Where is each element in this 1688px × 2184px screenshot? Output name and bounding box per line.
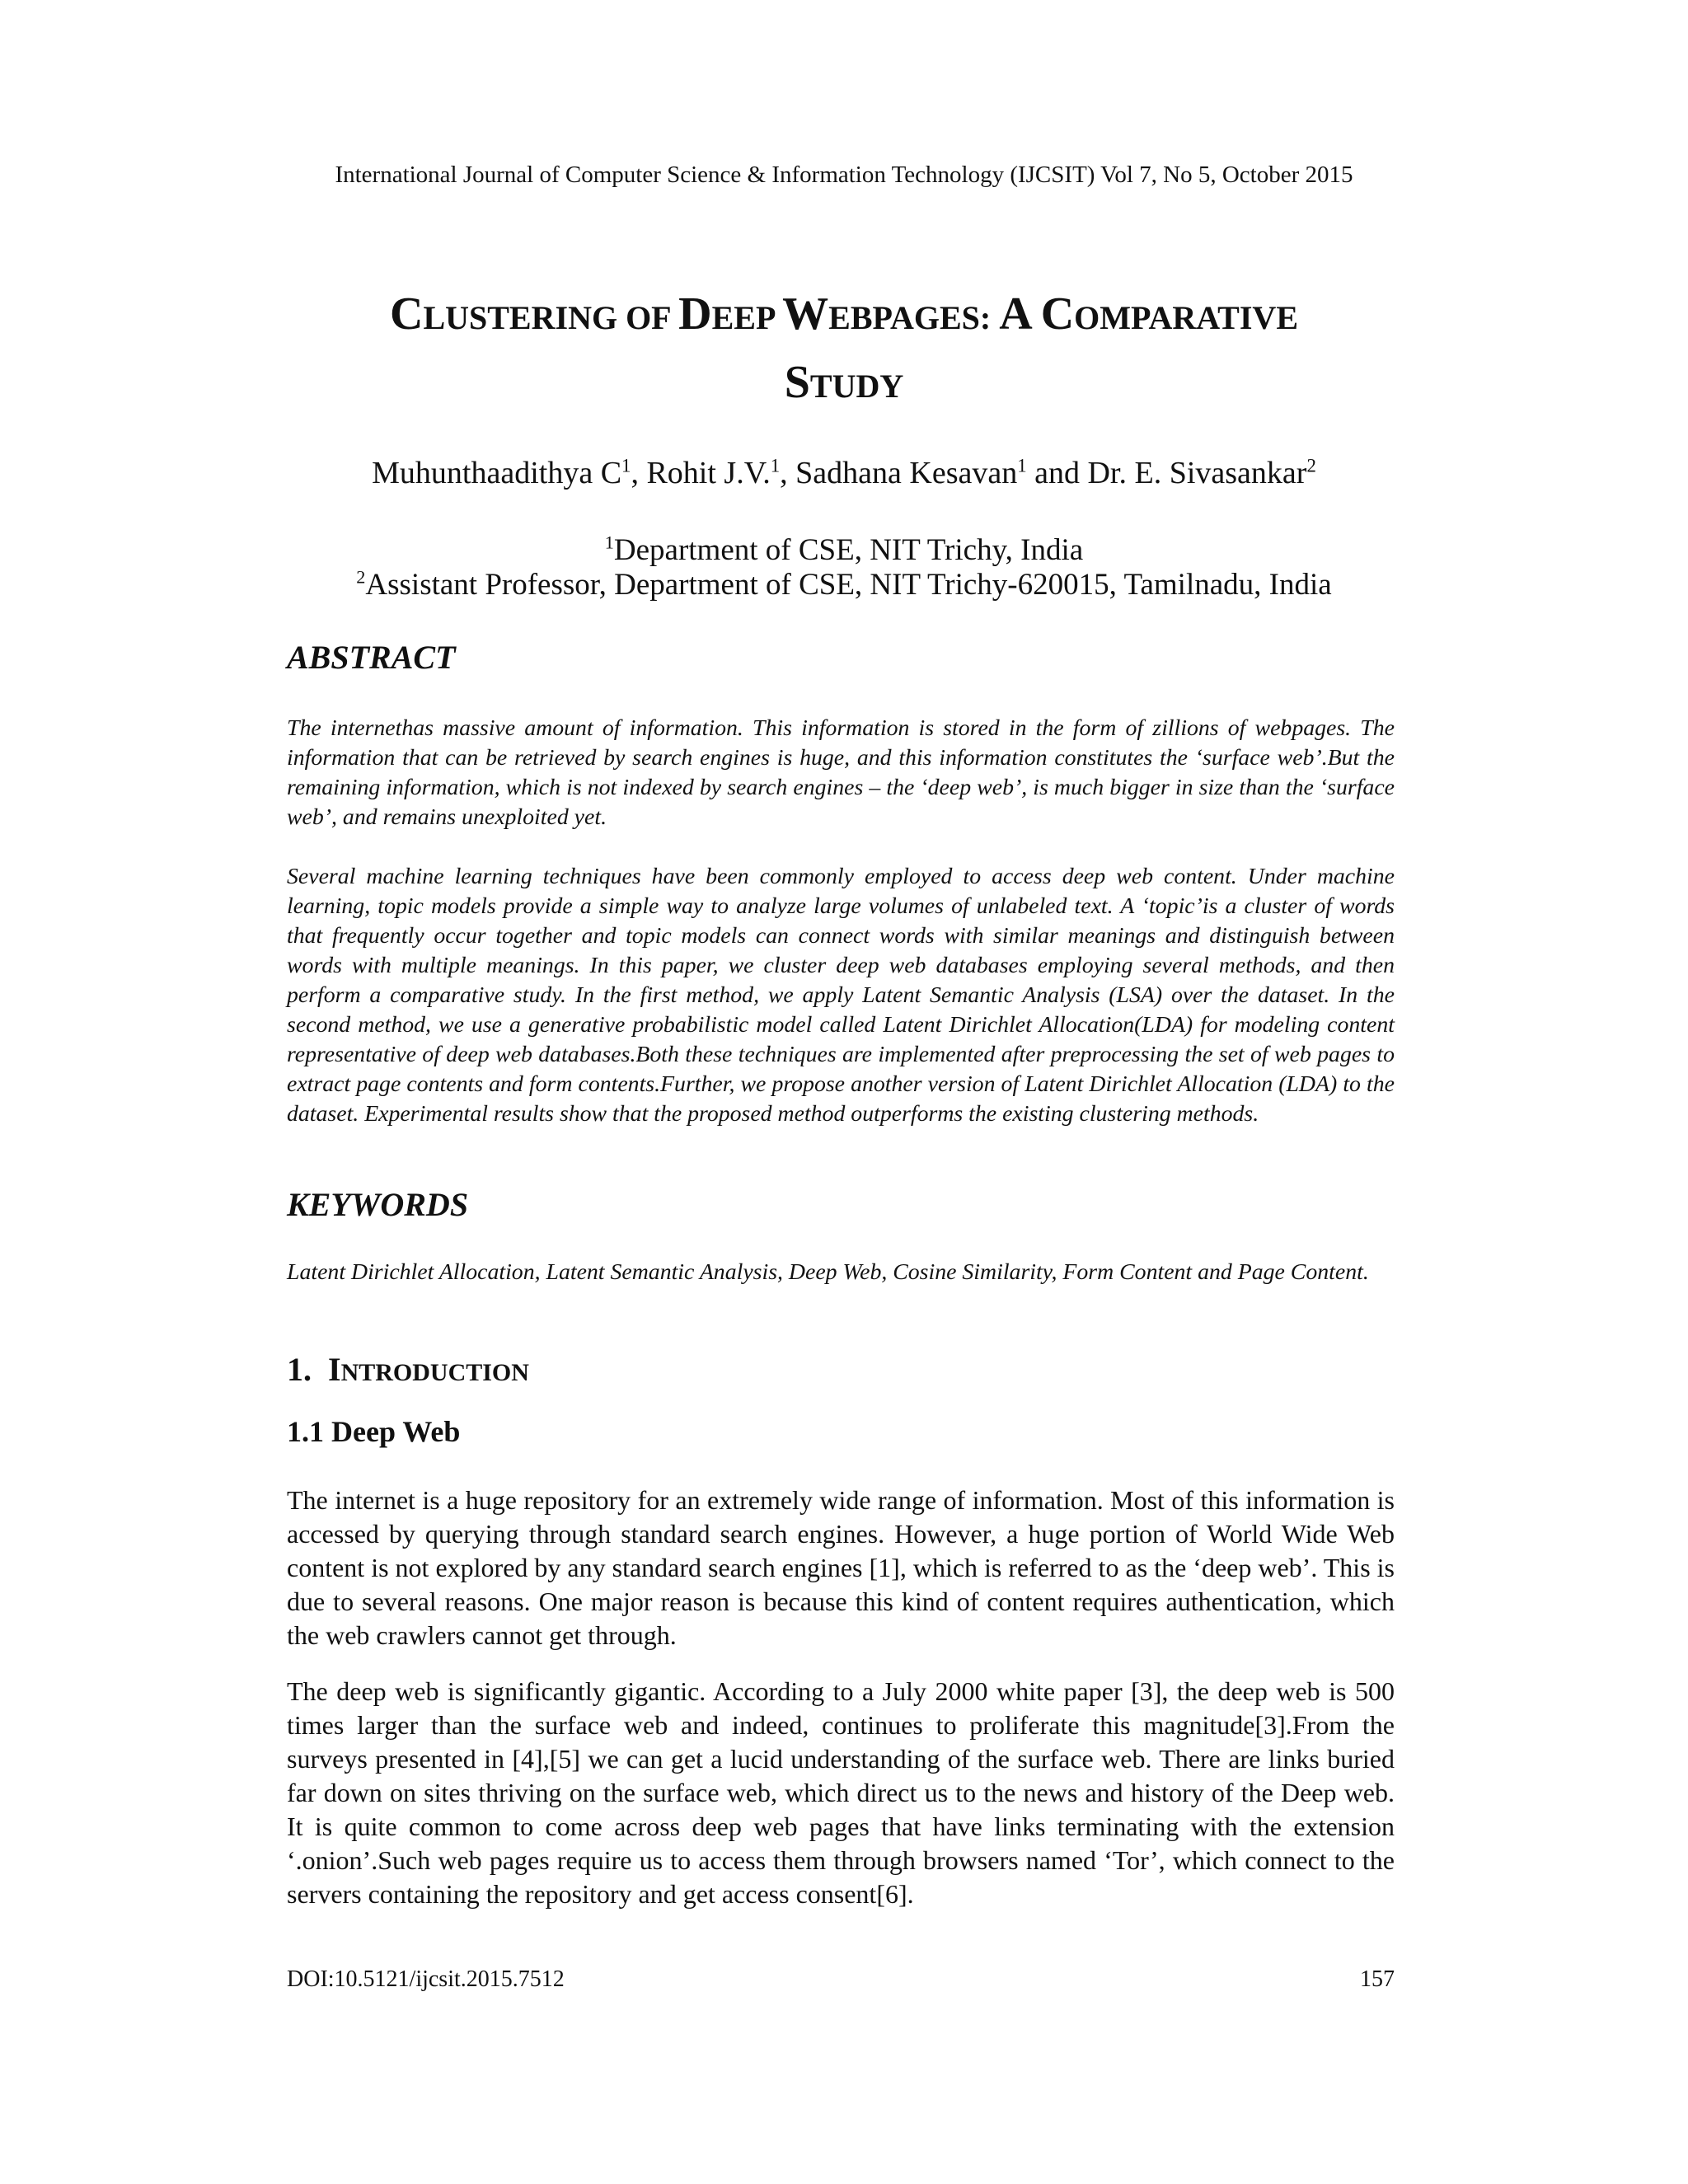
- body-paragraph-1: The internet is a huge repository for an extremely wide range of information. Most of this information is accessed by querying through standard search engines. However, a huge portion of World Wide Web content is not explored by any standard search engines [1], which is referred to as the ‘deep web’. This is due to several reasons. One major reason is because this kind of content requires authentication, which the web crawlers cannot get through.: [287, 1485, 1395, 1650]
- section-heading-introduction: 1. INTRODUCTION: [287, 1351, 529, 1388]
- title-line-1: CLUSTERING OF DEEP WEBPAGES: A COMPARATIVE: [389, 288, 1298, 340]
- abstract-paragraph-2: Several machine learning techniques have been commonly employed to access deep web content. Under machine learning, topic models provide a simple way to analyze large volumes of unlabeled text. A ‘topic’is a cluster of words that frequently occur together and topic models can connect words with similar meanings and distinguish between words with multiple meanings. In this paper, we cluster deep web databases employing several methods, and then perform a comparative study. In the first method, we apply Latent Semantic Analysis (LSA) over the dataset. In the second method, we use a generative probabilistic model called Latent Dirichlet Allocation(LDA) for modeling content representative of deep web databases.Both these techniques are implemented after preprocessing the set of web pages to extract page contents and form contents.Further, we propose another version of Latent Dirichlet Allocation (LDA) to the dataset. Experimental results show that the proposed method outperforms the existing clustering methods.: [287, 864, 1395, 1127]
- page-number: 157: [1360, 1966, 1395, 1992]
- affiliation-2: $^2$Assistant Professor, Department of CSE, NIT Trichy-620015, Tamilnadu, India: [356, 566, 1332, 602]
- keywords-text: Latent Dirichlet Allocation, Latent Semantic Analysis, Deep Web, Cosine Similarity, Form Content and Page Content.: [287, 1259, 1369, 1285]
- body-paragraph-2: The deep web is significantly gigantic. According to a July 2000 white paper [3], the deep web is 500 times larger than the surface web and indeed, continues to proliferate this magnitude[3].From the surveys presented in [4],[5] we can get a lucid understanding of the surface web. There are links buried far down on sites thriving on the surface web, which direct us to the news and history of the Deep web. It is quite common to come across deep web pages that have links terminating with the extension ‘.onion’.Such web pages require us to access them through browsers named ‘Tor’, which connect to the servers containing the repository and get access consent[6].: [287, 1676, 1395, 1909]
- keywords-heading: KEYWORDS: [287, 1186, 469, 1223]
- affiliation-1: $^1$Department of CSE, NIT Trichy, India: [604, 532, 1084, 567]
- journal-header: International Journal of Computer Science & Information Technology (IJCSIT) Vol 7, No 5, October 2015: [335, 162, 1353, 188]
- title-line-2: STUDY: [784, 357, 904, 408]
- subsection-heading-deep-web: 1.1 Deep Web: [287, 1415, 461, 1448]
- paper-title: [247, 282, 1441, 419]
- abstract-heading: ABSTRACT: [287, 639, 456, 676]
- doi-footer: DOI:10.5121/ijcsit.2015.7512: [287, 1966, 565, 1992]
- author-list: Muhunthaadithya $C^1$, Rohit J.V.$^1$, Sadhana Kesavan$^1$ and Dr. E. Sivasankar$^2$: [372, 455, 1316, 490]
- abstract-paragraph-1: The internethas massive amount of information. This information is stored in the form of zillions of webpages. The information that can be retrieved by search engines is huge, and this information constitutes the ‘surface web’.But the remaining information, which is not indexed by search engines – the ‘deep web’, is much bigger in size than the ‘surface web’, and remains unexploited yet.: [287, 715, 1395, 830]
